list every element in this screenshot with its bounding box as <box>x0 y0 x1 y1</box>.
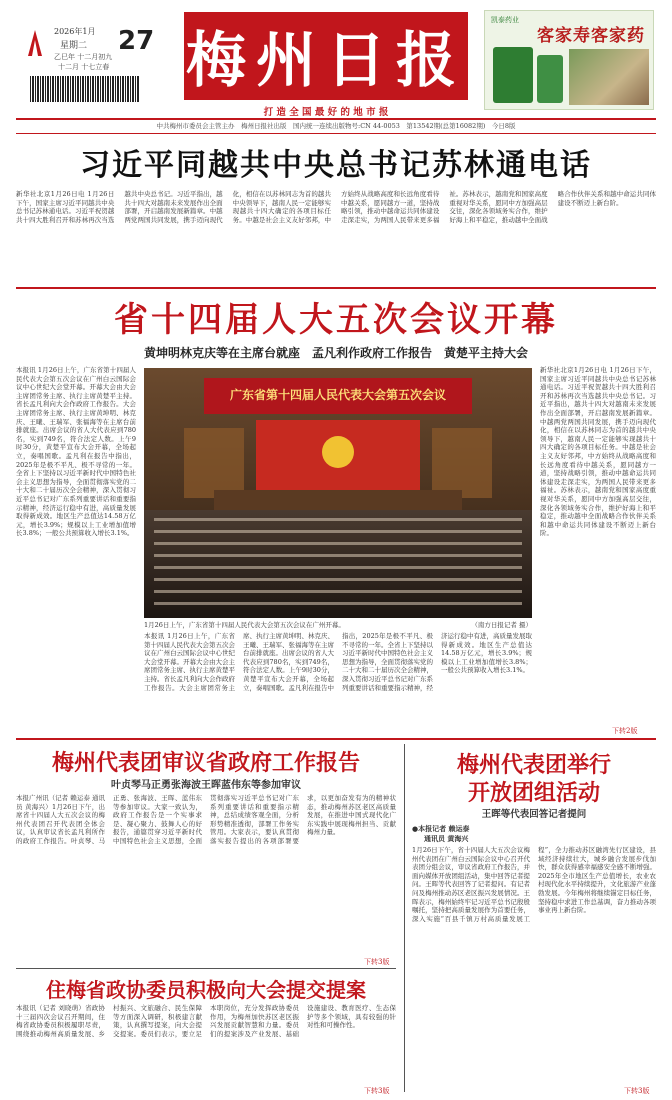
story-left-headline: 梅州代表团审议省政府工作报告 <box>51 750 360 776</box>
congress-body-left: 本报讯 1月26日上午，广东省第十四届人民代表大会第五次会议在广州白云国际会议中心世纪大会堂开幕。开幕大会由大会主席团常务主席、执行主席黄楚平主持。省长孟凡利向大会作政府工作报告。大会主席团常务主席、执行主席黄坤明、林克庆、王曦、王瑞军、张福海等在主席台前排就座。出席会议的省人大代表应到780名，实到749名，符合法定人数。上午9时30分，黄楚平宣布大会开幕，全场起立，奏唱国歌。孟凡利在报告中指出，2025年是极不平凡、极不寻常的一年。全省上下坚持以习近平新时代中国特色社会主义思想为指导，全面贯彻落实党的二十大和二十届历次全会精神，深入贯彻习近平总书记对广东系列重要讲话和重要指示精神，经济运行稳中有进，高质量发展取得新成效。地区生产总值达14.58万亿元，增长3.9%；规模以上工业增加值增长3.8%；一般公共预算收入增长3.1%。 <box>16 366 136 538</box>
ad-company: 凯泰药业 <box>491 16 519 24</box>
story-right-headline-2: 开放团组活动 <box>467 780 600 806</box>
story-right-page-jump: 下转3版 <box>624 1087 650 1095</box>
ad-product-box <box>493 47 533 103</box>
congress-headline: 省十四届人大五次会议开幕 <box>114 300 558 340</box>
column-divider <box>404 744 405 1092</box>
congress-page-jump: 下转2版 <box>612 727 638 735</box>
story-left-subhead: 叶贞琴马正勇张海波王晖蓝伟东等参加审议 <box>111 780 301 791</box>
lunar-date-1: 乙巳年 十二月初九 <box>54 53 113 61</box>
story-left-body: 本报广州讯（记者 赖运泰 通讯员 黄海兴）1月26日下午，出席省十四届人大五次会议的梅州代表团召开代表团全体会议，认真审议省长孟凡利所作的政府工作报告。叶贞琴、马正勇、张海波、王晖、蓝伟东等参加审议。大家一致认为，政府工作报告是一个实事求是、凝心聚力、鼓舞人心的好报告，通篇贯穿习近平新时代中国特色社会主义思想，全面贯彻落实习近平总书记对广东系列重要讲话和重要指示精神，总结成绩客观全面，分析形势精准透彻，部署工作务实管用。大家表示，要认真贯彻落实报告提出的各项部署要求，以更加奋发有为的精神状态，推动梅州苏区老区高质量发展，在推进中国式现代化广东实践中展现梅州担当、贡献梅州力量。 <box>16 794 396 845</box>
congress-hall-illustration <box>144 368 532 618</box>
story-right-headline-1: 梅州代表团举行 <box>456 752 611 778</box>
photo-caption-text: 1月26日上午，广东省第十四届人民代表大会第五次会议在广州开幕。 <box>144 621 345 629</box>
lead-headline: 习近平同越共中央总书记苏林通电话 <box>80 148 592 183</box>
photo-caption <box>144 620 532 629</box>
story-right-byline-2: 通讯员 黄海兴 <box>424 834 469 843</box>
congress-body-right: 新华社北京1月26日电 1月26日下午，国家主席习近平同越共中央总书记苏林通电话。习近平祝贺越共十四大胜利召开和苏林再次当选越共中央总书记。习近平指出，越共十四大对越南未来发展作出全面部署，开启越南发展新篇章。中越两党两国共同发展，携手迈向现代化，相信在以苏林同志为首的越共中央领导下，越南人民一定能够实现越共十四大确定的各项目标任务。中越是社会主义友好邻邦，中方始终从战略高度和长远角度看待中越关系，愿同越方一道，坚持战略引领，推动中越命运共同体建设走深走实，为两国人民带来更多福祉。苏林表示，越南党和国家高度重视对华关系，愿同中方加强高层交往，深化各领域务实合作，维护好海上和平稳定，推动越中全面战略合作伙伴关系和越中命运共同体建设不断迈上新台阶。 <box>540 366 656 538</box>
story-bottom-headline: 住梅省政协委员积极向大会提交提案 <box>46 978 366 1002</box>
newspaper-logo-icon <box>24 26 46 60</box>
masthead-title-box <box>184 12 468 100</box>
advertisement <box>484 10 654 110</box>
story-right-subhead: 王晖等代表回答记者提问 <box>481 809 587 820</box>
masthead-rule <box>16 118 656 120</box>
lunar-date-2: 十二月 十七立春 <box>58 63 110 71</box>
ad-product-box-2 <box>537 55 563 103</box>
congress-subhead: 黄坤明林克庆等在主席台就座 孟凡利作政府工作报告 黄楚平主持大会 <box>143 346 528 360</box>
section-rule-2 <box>16 738 656 740</box>
date-line: 2026年1月 <box>54 27 96 36</box>
photo-banner: 广东省第十四届人民代表大会第五次会议 <box>229 388 446 402</box>
story-right-byline-1: ●本报记者 赖运泰 <box>412 824 470 833</box>
congress-body-bottom: 本报讯 1月26日上午，广东省第十四届人民代表大会第五次会议在广州白云国际会议中心世纪大会堂开幕。开幕大会由大会主席团常务主席、执行主席黄楚平主持。省长孟凡利向大会作政府工作报告。大会主席团常务主席、执行主席黄坤明、林克庆、王曦、王瑞军、张福海等在主席台前排就座。出席会议的省人大代表应到780名，实到749名，符合法定人数。上午9时30分，黄楚平宣布大会开幕，全场起立，奏唱国歌。孟凡利在报告中指出，2025年是极不平凡、极不寻常的一年。全省上下坚持以习近平新时代中国特色社会主义思想为指导，全面贯彻落实党的二十大和二十届历次全会精神，深入贯彻习近平总书记对广东系列重要讲话和重要指示精神，经济运行稳中有进，高质量发展取得新成效。地区生产总值达14.58万亿元，增长3.9%；规模以上工业增加值增长3.8%；一般公共预算收入增长3.1%。 <box>144 632 532 692</box>
story-left-page-jump: 下转3版 <box>364 958 390 966</box>
congress-photo <box>144 368 532 618</box>
info-bar: 中共梅州市委员会主管主办 梅州日报社出版 国内统一连续出版物号:CN 44-0053 第13542期(总第16082期) 今日8版 <box>156 122 516 130</box>
story-right-body: 1月26日下午，省十四届人大五次会议梅州代表团在广州白云国际会议中心召开代表团分组会议，审议省政府工作报告，并面向媒体开放团组活动，集中回答记者提问。王晖等代表回答了记者提问。有记者问及梅州推动苏区老区振兴发展情况。王晖表示，梅州始终牢记习近平总书记殷殷嘱托，坚持把高质量发展作为首要任务，深入实施“百县千镇万村高质量发展工程”，全力推动苏区融湾先行区建设，县域经济持续壮大，城乡融合发展步伐加快，群众获得感幸福感安全感不断增强。2025年全市地区生产总值增长，农业农村现代化水平持续提升，文化旅游产业蓬勃发展。今年梅州将继续锚定目标任务，坚持稳中求进工作总基调，奋力推动各项事业再上新台阶。 <box>412 846 656 923</box>
masthead <box>0 0 672 128</box>
day-number: 27 <box>118 26 155 56</box>
masthead-slogan: 打 造 全 国 最 好 的 地 市 报 <box>263 107 389 118</box>
barcode <box>30 76 140 102</box>
masthead-title: 梅州日报 <box>186 26 466 96</box>
lead-top-rule <box>16 133 656 134</box>
ad-brand: 客家寿客家药 <box>537 26 645 46</box>
story-left-divider <box>16 968 396 969</box>
weekday: 星期二 <box>60 41 88 51</box>
story-bottom-page-jump: 下转3版 <box>364 1087 390 1095</box>
photo-credit: （南方日报记者 摄） <box>471 621 532 629</box>
ad-photo <box>569 49 649 105</box>
section-rule <box>16 287 656 289</box>
lead-body: 新华社北京1月26日电 1月26日下午，国家主席习近平同越共中央总书记苏林通电话。习近平祝贺越共十四大胜利召开和苏林再次当选越共中央总书记。习近平指出，越共十四大对越南未来发展作出全面部署，开启越南发展新篇章。中越两党两国共同发展，携手迈向现代化，相信在以苏林同志为首的越共中央领导下，越南人民一定能够实现越共十四大确定的各项目标任务。中越是社会主义友好邻邦，中方始终从战略高度和长远角度看待中越关系，愿同越方一道，坚持战略引领，推动中越命运共同体建设走深走实，为两国人民带来更多福祉。苏林表示，越南党和国家高度重视对华关系，愿同中方加强高层交往，深化各领域务实合作，维护好海上和平稳定，推动越中全面战略合作伙伴关系和越中命运共同体建设不断迈上新台阶。 <box>16 190 656 224</box>
story-bottom-body: 本报讯（记者 刘晓萌）省政协十三届四次会议召开期间，住梅省政协委员积极履职尽责，围绕推动梅州高质量发展、乡村振兴、文旅融合、民生保障等方面深入调研，积极建言献策，认真撰写提案，向大会提交提案。委员们表示，要立足本职岗位，充分发挥政协委员作用，为梅州加快苏区老区振兴发展贡献智慧和力量。委员们的提案涉及产业发展、基础设施建设、教育医疗、生态保护等多个领域，具有较强的针对性和可操作性。 <box>16 1004 396 1038</box>
